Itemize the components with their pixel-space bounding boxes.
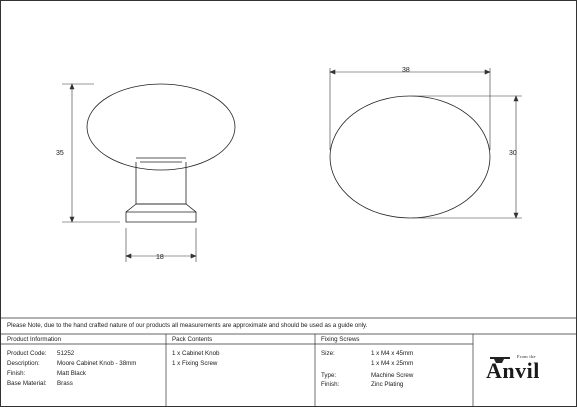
base-material-label: Base Material: (7, 380, 47, 387)
screw-finish-value: Zinc Plating (371, 381, 404, 388)
front-height-dimension (62, 84, 120, 222)
fixing-screws-heading: Fixing Screws (321, 336, 360, 343)
top-height-label: 30 (509, 150, 517, 157)
product-code-value: 51252 (57, 350, 75, 357)
anvil-logo: Anvil (486, 358, 540, 383)
pack-item: 1 x Fixing Screw (172, 360, 218, 367)
sheet-border (1, 1, 577, 407)
measurement-note: Please Note, due to the hand crafted nature of our products all measurements are approximate and should be used as a guide only. (7, 322, 368, 329)
top-width-dimension (330, 68, 490, 150)
size-value: 1 x M4 x 45mm (371, 350, 414, 357)
base-material-value: Brass (57, 380, 73, 387)
top-view (330, 96, 490, 218)
logo-tagline: From the (517, 354, 536, 359)
description-value: Moore Cabinet Knob - 38mm (57, 360, 137, 367)
knob-head-outline (87, 84, 235, 170)
type-label: Type: (321, 372, 337, 379)
description-label: Description: (7, 360, 40, 367)
screw-finish-label: Finish: (321, 381, 340, 388)
product-code-label: Product Code: (7, 350, 47, 357)
pack-contents-heading: Pack Contents (172, 336, 213, 343)
product-information-heading: Product Information (7, 336, 61, 343)
front-width-label: 18 (156, 254, 164, 261)
finish-value: Matt Black (57, 370, 86, 377)
pack-item: 1 x Cabinet Knob (172, 350, 220, 357)
top-width-label: 38 (402, 67, 410, 74)
knob-base (126, 204, 196, 222)
front-view (87, 84, 235, 222)
type-value: Machine Screw (371, 372, 414, 379)
size-label: Size: (321, 350, 335, 357)
front-height-label: 35 (56, 150, 64, 157)
knob-top-outline (330, 96, 490, 218)
finish-label: Finish: (7, 370, 26, 377)
size-value: 1 x M4 x 25mm (371, 360, 414, 367)
